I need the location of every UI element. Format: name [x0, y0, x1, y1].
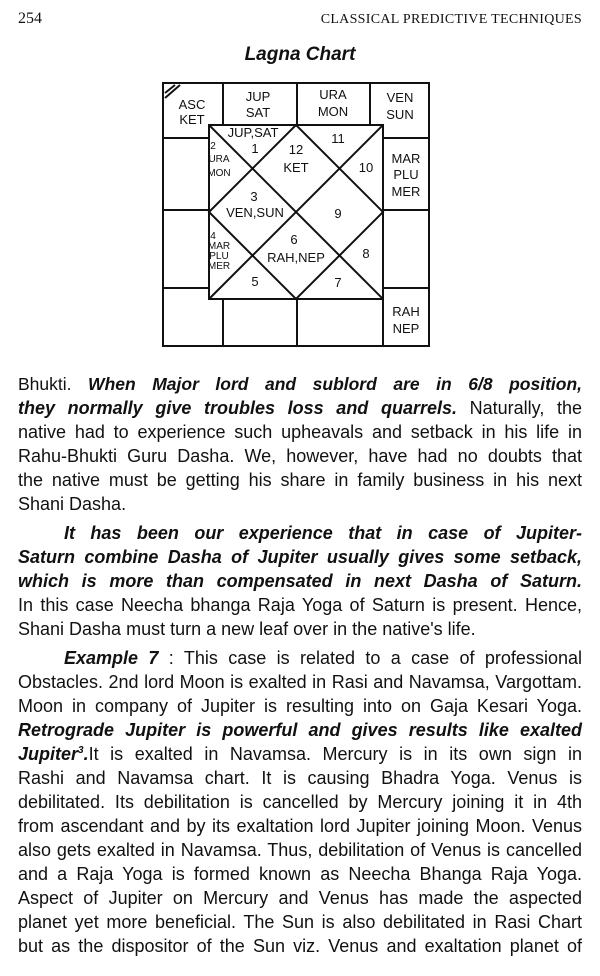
text-line	[18, 766, 582, 790]
text-run: Shani Dasha must turn a new leaf over in the native's life.	[18, 619, 476, 639]
house-6-number: 6	[290, 232, 298, 247]
house-5-number: 5	[251, 274, 259, 289]
house-3-planets: VEN,SUN	[226, 205, 284, 220]
house-4-planet: PLU	[209, 251, 229, 262]
cell-label: KET	[179, 112, 205, 127]
footnote-marker: 3	[78, 745, 84, 756]
emphasis-text: It has been our experience that in case of Jupiter-	[64, 523, 582, 543]
house-4-planet: MER	[207, 261, 231, 272]
text-line	[18, 934, 582, 958]
text-run: Rahu-Bhukti Guru Dasha. We, however, have had no doubts that	[18, 446, 582, 466]
text-run: Moon in company of Jupiter is resulting into on Gaja Kesari Yoga.	[18, 696, 582, 716]
text-run: also gets exalted in Navamsa. Thus, debilitation of Venus is cancelled	[18, 840, 582, 860]
text-line	[18, 670, 582, 694]
house-2-planet: URA	[208, 154, 230, 165]
cell-label: MAR	[391, 151, 421, 166]
emphasis-text: Saturn combine Dasha of Jupiter usually gives some setback,	[18, 547, 582, 567]
text-run: Bhukti.	[18, 374, 89, 394]
text-line	[18, 694, 582, 718]
house-4-planet: MAR	[207, 241, 231, 252]
house-2-number: 2	[210, 141, 216, 152]
emphasis-text: they normally give troubles loss and quarrels.	[18, 398, 457, 418]
text-run: Rashi and Navamsa chart. It is causing Bhadra Yoga. Venus is	[18, 768, 582, 788]
house-9-number: 9	[334, 206, 342, 221]
text-run: Aspect of Jupiter on Mercury and Venus has made the aspected	[18, 888, 582, 908]
text-run: planet yet more beneficial. The Sun is also debilitated in Rasi Chart	[18, 912, 582, 932]
text-line	[18, 862, 582, 886]
cell-label: SAT	[245, 105, 271, 120]
text-line	[18, 742, 582, 766]
text-run: debilitated. Its debilitation is cancelled by Mercury joining it in 4th	[18, 792, 582, 812]
paragraph	[18, 372, 582, 516]
chart-title: Lagna Chart	[244, 44, 356, 65]
cell-label: SUN	[386, 107, 414, 122]
cell-label: MON	[317, 104, 349, 119]
cell-label: VEN	[386, 90, 414, 105]
text-line	[18, 646, 582, 670]
cell-label: JUP	[245, 89, 271, 104]
running-head: CLASSICAL PREDICTIVE TECHNIQUES	[320, 12, 582, 27]
house-12-planets: KET	[283, 160, 309, 175]
text-run: Obstacles. 2nd lord Moon is exalted in Rasi and Navamsa, Vargottam.	[18, 672, 582, 692]
house-10-number: 10	[358, 160, 374, 175]
house-1-planets: JUP,SAT	[227, 125, 279, 140]
house-8-number: 8	[362, 246, 370, 261]
text-run: Shani Dasha.	[18, 494, 127, 514]
house-11-number: 11	[331, 131, 345, 146]
cell-label: URA	[319, 87, 347, 102]
text-run: from ascendant and by its exaltation lord Jupiter joining Moon. Venus	[18, 816, 582, 836]
emphasis-text: When Major lord and sublord are in 6/8 position,	[88, 374, 582, 394]
text-line	[18, 593, 582, 617]
text-line	[18, 838, 582, 862]
emphasis-text: Jupiter	[18, 744, 79, 764]
text-run: In this case Neecha bhanga Raja Yoga of Saturn is present. Hence,	[18, 595, 582, 615]
text-line	[18, 718, 582, 742]
emphasis-text: .	[83, 744, 89, 764]
text-run: : This case is related to a case of professional	[158, 648, 582, 668]
text-line	[18, 617, 582, 641]
text-line	[18, 444, 582, 468]
page-number: 254	[18, 10, 42, 27]
house-4-number: 4	[210, 231, 216, 242]
house-1-number: 1	[251, 141, 259, 156]
cell-label: ASC	[178, 97, 206, 112]
text-line	[18, 372, 582, 396]
text-run: Naturally, the	[456, 398, 582, 418]
text-line	[18, 569, 582, 593]
text-line	[18, 521, 582, 545]
text-line	[18, 790, 582, 814]
cell-label: NEP	[392, 321, 420, 336]
text-line	[18, 420, 582, 444]
cell-label: MER	[391, 184, 421, 199]
emphasis-text: which is more than compensated in next Dasha of Saturn.	[18, 571, 582, 591]
text-run: but as the dispositor of the Sun viz. Venus and exaltation planet of	[18, 936, 582, 956]
text-run: native had to experience such upheavals and setback in his life in	[18, 422, 582, 442]
cell-label: RAH	[392, 304, 420, 319]
house-12-number: 12	[288, 142, 304, 157]
body-text	[18, 372, 582, 963]
house-3-number: 3	[250, 189, 258, 204]
text-line	[18, 910, 582, 934]
text-run: the native must be getting his share in family business in his next	[18, 470, 582, 490]
paragraph	[18, 646, 582, 958]
paragraph	[18, 521, 582, 641]
text-line	[18, 545, 582, 569]
emphasis-text: Retrograde Jupiter is powerful and gives results like exalted	[18, 720, 582, 740]
emphasis-text: Example 7	[64, 648, 159, 668]
text-line	[18, 396, 582, 420]
text-run: and a Raja Yoga is formed known as Neecha Bhanga Raja Yoga.	[18, 864, 582, 884]
house-7-number: 7	[334, 275, 342, 290]
text-run: It is exalted in Navamsa. Mercury is in its own sign in	[88, 744, 582, 764]
text-line	[18, 814, 582, 838]
house-6-planets: RAH,NEP	[267, 250, 325, 265]
text-line	[18, 492, 582, 516]
lagna-chart	[0, 0, 600, 360]
cell-label: PLU	[393, 167, 419, 182]
text-line	[18, 886, 582, 910]
text-line	[18, 468, 582, 492]
house-2-planet: MON	[207, 168, 231, 179]
